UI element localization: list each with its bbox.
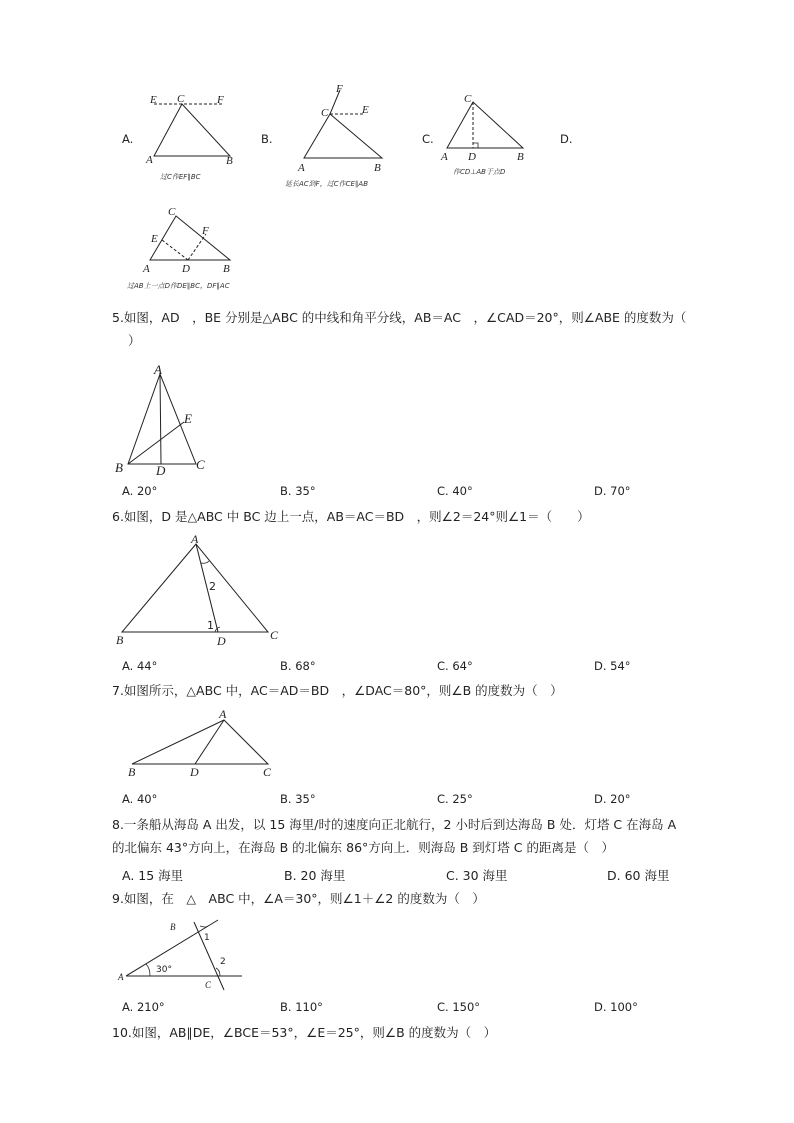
q4-figure-d	[140, 200, 250, 280]
q9-label-angle-2: 2	[220, 957, 226, 967]
q5-question-text: 5.如图，AD ，BE 分别是△ABC 的中线和角平分线，AB＝AC ，∠CAD＝20°，则∠ABE 的度数为（	[112, 310, 687, 325]
q9-label-c: C	[205, 980, 212, 990]
q8-option-b[interactable]: B. 20 海里	[284, 868, 346, 883]
q7-question-text: 7.如图所示，△ABC 中，AC＝AD＝BD ，∠DAC＝80°，则∠B 的度数为（ ）	[112, 683, 563, 698]
q6-option-c[interactable]: C. 64°	[437, 659, 473, 673]
q4d-label-e: E	[151, 233, 158, 245]
q9-label-angle-1: 1	[204, 933, 210, 943]
q5-option-b[interactable]: B. 35°	[280, 484, 316, 498]
q4d-caption: 过AB上一点D作DE∥BC，DF∥AC	[127, 282, 230, 290]
q9-figure	[116, 914, 256, 994]
q4b-label-a: A	[298, 162, 305, 174]
q4-option-d-label: D.	[560, 132, 573, 146]
q6-label-angle-2: 2	[209, 580, 216, 593]
q7-option-a[interactable]: A. 40°	[122, 792, 158, 806]
q5-label-e: E	[184, 411, 192, 426]
q7-option-b[interactable]: B. 35°	[280, 792, 316, 806]
q9-option-a[interactable]: A. 210°	[122, 1000, 165, 1014]
q4c-label-c: C	[464, 93, 472, 105]
q6-question-text: 6.如图，D 是△ABC 中 BC 边上一点，AB＝AC＝BD ，则∠2＝24°则∠1＝（ ）	[112, 509, 590, 524]
q8-option-a[interactable]: A. 15 海里	[122, 868, 184, 883]
q7-label-b: B	[128, 765, 136, 779]
q4c-label-d: D	[468, 151, 476, 163]
q4b-label-b: B	[374, 162, 381, 174]
q4a-label-e: E	[150, 94, 157, 106]
q6-label-d: D	[217, 634, 226, 648]
q4d-label-f: F	[202, 225, 209, 237]
q6-label-a: A	[191, 532, 199, 546]
q9-question-text: 9.如图，在 △ ABC 中，∠A＝30°，则∠1＋∠2 的度数为（ ）	[112, 891, 485, 906]
q7-option-c[interactable]: C. 25°	[437, 792, 473, 806]
q4c-label-a: A	[441, 151, 448, 163]
q5-label-a: A	[154, 362, 162, 377]
q5-option-d[interactable]: D. 70°	[594, 484, 631, 498]
q4b-label-e: E	[362, 104, 369, 116]
q9-label-b: B	[170, 922, 176, 932]
q4-figure-a	[140, 90, 250, 170]
q4a-caption: 过C作EF∥BC	[160, 173, 201, 181]
q4-option-c-label: C.	[422, 132, 434, 146]
q5-question-text-cont: ）	[128, 333, 141, 348]
q8-question-text: 8.一条船从海岛 A 出发，以 15 海里/时的速度向正北航行，2 小时后到达海岛 B 处．灯塔 C 在海岛 A	[112, 817, 677, 832]
q7-label-c: C	[263, 765, 272, 779]
q4b-label-c: C	[321, 107, 329, 119]
q7-figure	[118, 704, 288, 779]
q4-figure-c	[435, 90, 535, 165]
q6-option-b[interactable]: B. 68°	[280, 659, 316, 673]
q5-label-d: D	[156, 463, 166, 478]
q7-label-d: D	[190, 765, 199, 779]
q9-option-c[interactable]: C. 150°	[437, 1000, 481, 1014]
q9-option-d[interactable]: D. 100°	[594, 1000, 638, 1014]
q5-figure	[112, 362, 222, 477]
q9-label-a: A	[118, 972, 124, 982]
q4d-label-b: B	[223, 263, 230, 275]
q5-option-a[interactable]: A. 20°	[122, 484, 158, 498]
q4a-label-f: F	[217, 94, 224, 106]
q5-label-b: B	[115, 460, 123, 475]
q4-figure-b	[290, 80, 400, 175]
q7-option-d[interactable]: D. 20°	[594, 792, 631, 806]
q4-option-b-label: B.	[261, 132, 273, 146]
q5-option-c[interactable]: C. 40°	[437, 484, 473, 498]
q4d-label-c: C	[168, 206, 176, 218]
q4d-label-a: A	[143, 263, 150, 275]
q4a-label-c: C	[177, 93, 185, 105]
q7-label-a: A	[219, 707, 227, 721]
q8-option-c[interactable]: C. 30 海里	[446, 868, 508, 883]
q8-option-d[interactable]: D. 60 海里	[607, 868, 670, 883]
q9-label-angle-30: 30°	[156, 965, 172, 975]
q4c-caption: 作CD⊥AB于点D	[453, 168, 506, 176]
q10-question-text: 10.如图，AB∥DE，∠BCE＝53°，∠E＝25°，则∠B 的度数为（ ）	[112, 1025, 497, 1040]
q4d-label-d: D	[182, 263, 190, 275]
q4-option-a-label: A.	[122, 132, 134, 146]
q6-option-a[interactable]: A. 44°	[122, 659, 158, 673]
q4b-caption: 延长AC到F，过C作CE∥AB	[285, 180, 368, 188]
q6-figure	[112, 532, 292, 650]
q6-label-angle-1: 1	[207, 619, 214, 632]
q4b-label-f: F	[336, 83, 343, 95]
q8-question-text-cont: 的北偏东 43°方向上，在海岛 B 的北偏东 86°方向上．则海岛 B 到灯塔 C 的距离是（ ）	[112, 840, 614, 855]
q9-option-b[interactable]: B. 110°	[280, 1000, 323, 1014]
q6-label-b: B	[116, 633, 124, 647]
q4a-label-a: A	[146, 154, 153, 166]
q5-label-c: C	[196, 457, 205, 472]
q6-option-d[interactable]: D. 54°	[594, 659, 631, 673]
q4a-label-b: B	[226, 155, 233, 167]
q4c-label-b: B	[517, 151, 524, 163]
q6-label-c: C	[270, 628, 279, 642]
